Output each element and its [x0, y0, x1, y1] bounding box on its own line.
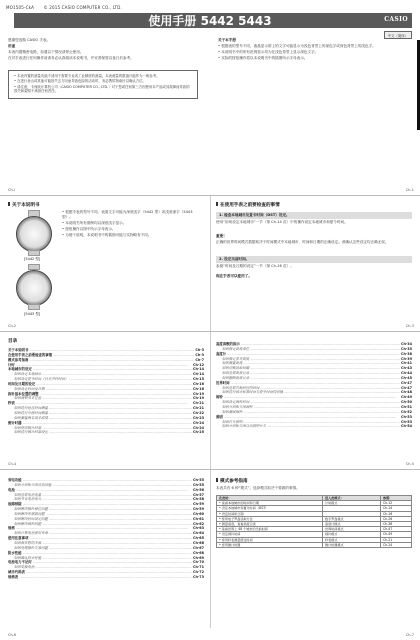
toc-entry-label: 防水性能	[8, 550, 22, 555]
warning-line: • 在进行登山或其他可能因失去方向而导致危险的活动时，务必携带指南针以确认方位。	[14, 79, 146, 84]
toc-entry-page: Ch-63	[192, 526, 204, 531]
table-cell: Ch-21	[381, 537, 412, 542]
step-1-bar: 1. 检查本地城市及夏令时间（DST）设定。	[216, 212, 412, 219]
column-divider	[210, 332, 211, 469]
toc-entry-label: 世界时间	[216, 380, 230, 385]
table-cell: 计时模式	[323, 501, 381, 506]
table-cell: 高度计模式	[323, 522, 381, 527]
about-heading: 关于本手册	[218, 38, 236, 42]
column-header: 进入此模式：	[323, 496, 381, 501]
about-line: • 本说明书中的所有范例显示均为在浅色背景上显示深色文字。	[218, 50, 319, 54]
toc-entry-label: 本地城市的设定	[8, 367, 32, 372]
toc-entry-page: Ch-65	[192, 536, 204, 541]
toc-entry-label: 照明	[216, 414, 223, 419]
toc-entry-label: 如何进行经过时间测量	[14, 406, 48, 411]
toc-entry-label: 如何开启和关闭闹铃	[222, 404, 253, 409]
toc-entry-page: Ch-53	[400, 419, 412, 424]
toc-entry-label: 如何测量两名选手成绩	[14, 415, 48, 420]
toc-entry-page: Ch-3	[195, 348, 204, 352]
toc-entry-label: 如何处理指针失准问题	[14, 545, 48, 550]
toc-entry-label: 如何解决指针移位问题	[14, 507, 48, 512]
toc-entry-page: Ch-71	[192, 565, 204, 570]
toc-leader-dots	[19, 575, 192, 580]
toc-entry-label: 如何切换读取间隔	[222, 366, 250, 371]
toc-entry-page: Ch-24	[192, 420, 204, 425]
table-cell: 世界时间模式	[323, 527, 381, 532]
toc-entry-page: Ch-43	[400, 366, 412, 371]
toc-entry[interactable]	[8, 430, 204, 435]
warning-box	[8, 70, 198, 99]
table-cell: Ch-12	[381, 501, 412, 506]
page-number-left: Ch-2	[8, 324, 17, 328]
watch-caption: [5442 型]	[24, 257, 41, 261]
page-number-left: Ch-4	[8, 462, 17, 466]
table-cell: Ch-38	[381, 522, 412, 527]
table-cell: 数字罗盘模式	[323, 516, 381, 521]
manual-title: 使用手册 5442 5443	[148, 14, 272, 28]
toc-entry-label: 如何更换电池	[14, 565, 35, 570]
toc-entry-label: 如何进行城市标准时间与夏令时间的切换	[222, 390, 284, 395]
page-number-left: Ch-6	[8, 633, 17, 637]
important-text: 正确的世界时间模式数据取决于时间模式中本地城市、时间和日期的正确设定。请确认这些设定均正确无误。	[216, 240, 389, 244]
toc-entry-label: 如何保养您的手表	[14, 540, 42, 545]
toc-list-left	[8, 348, 204, 435]
page-number-right: Ch-5	[405, 462, 414, 466]
section-title-checks: 在使用手表之前要检查的事情	[216, 202, 280, 208]
toc-entry-page: Ch-54	[400, 424, 412, 429]
toc-entry-page: Ch-68	[192, 550, 204, 555]
toc-entry-label: 故障排除	[8, 502, 22, 507]
page-number-right: Ch-7	[405, 633, 414, 637]
usage-heading: 用途	[8, 44, 16, 48]
toc-entry-page: Ch-16	[192, 381, 204, 386]
warning-line: • 本表内置的测量功能不适用于需要专业或工业精度的测量。本表测量的数值只能作为一般参考。	[14, 74, 160, 78]
toc-entry-page: Ch-70	[192, 560, 204, 565]
toc-entry-label: 如何开启和关闭自动照明开关	[222, 424, 267, 429]
toc-entry-page: Ch-50	[400, 400, 412, 405]
model-code: MO1505-CkA	[6, 5, 35, 10]
table-cell: Ch-14	[381, 506, 412, 511]
toc-entry-page: Ch-35	[400, 346, 412, 351]
table-cell: • 设定时间和日期	[217, 511, 323, 516]
manual-page-modes	[0, 470, 420, 640]
table-cell: • 查看本地城市的时间和日期	[217, 501, 323, 506]
toc-entry-label: 如何测量高度	[222, 361, 243, 366]
intro-text: 感谢您选购 CASIO 手表。	[8, 38, 51, 42]
table-cell: Ch-24	[381, 542, 412, 547]
toc-entry-page: Ch-19	[192, 396, 204, 401]
column-header: 在此时：	[217, 496, 323, 501]
toc-entry-label: 如何进行倒计时器设定	[14, 430, 48, 435]
toc-entry-page: Ch-59	[192, 502, 204, 507]
toc-entry-label: 如何解决时间设定问题	[14, 516, 48, 521]
table-cell: Ch-49	[381, 532, 412, 537]
casio-logo: CASIO	[384, 16, 408, 23]
toc-entry-label: 模式参考指南	[8, 357, 29, 362]
language-badge: 中文（简体）	[384, 31, 412, 39]
toc-entry-label: 如何解决传感器问题	[14, 511, 45, 516]
warning-line: • 请注意，卡西欧计算机公司（CASIO COMPUTER CO., LTD.）对于您或任何第三方因使用本产品或其故障而导致的损失和索赔不承担任何责任。	[14, 84, 190, 94]
table-cell: • 查看世界上 48 个城市的当前时间	[217, 527, 323, 532]
about-block	[218, 38, 408, 62]
toc-entry-label: 规格表	[8, 574, 19, 579]
toc-entry-page: Ch-41	[400, 361, 412, 366]
toc-entry-page: Ch-51	[400, 404, 412, 409]
toc-entry-page: Ch-16	[192, 386, 204, 391]
column-header: 参照：	[381, 496, 412, 501]
section-title-about: 关于本说明书	[8, 202, 40, 208]
toc-entry-label: 如何查看高度记录	[222, 371, 250, 376]
toc-heading: 目录	[8, 339, 18, 344]
table-cell: • 设定本地城市和夏令时间（DST）	[217, 506, 323, 511]
manual-page-about	[0, 196, 420, 332]
about-manual-line: • 按钮操作以图中所示字母表示。	[62, 227, 116, 231]
about-manual-text	[62, 210, 202, 239]
table-cell: 秒表模式	[323, 537, 381, 542]
toc-entry-page: Ch-21	[192, 406, 204, 411]
about-manual-line: • 为便于说明，本说明书中的插图可能与实物略有不同。	[62, 233, 152, 237]
about-line: • 根据表的型号不同，液晶显示屏上的文字可能显示为浅色背景上的深色字或深色背景上的浅色字。	[218, 44, 376, 48]
toc-entry-label: 如何设定本地城市	[14, 372, 42, 377]
toc-entry-label: 如何指定高度单位	[222, 346, 250, 351]
toc-entry-page: Ch-61	[192, 516, 204, 521]
toc-entry-page: Ch-23	[192, 415, 204, 420]
toc-entry-page: Ch-25	[192, 430, 204, 435]
table-cell: • 测量高度，查看高度记录	[217, 522, 323, 527]
toc-entry-label: 如何解决闹铃问题	[14, 521, 42, 526]
page-number-left: Ch-i	[8, 188, 15, 192]
toc-entry-page: Ch-38	[400, 351, 412, 356]
section-title-mode-guide: 模式参考指南	[216, 478, 248, 484]
toc-entry-page: Ch-59	[192, 507, 204, 512]
manual-page-cover	[0, 0, 420, 196]
toc-entry-label: 电池电力不足时	[8, 560, 32, 565]
usage-line: 本表内置精密电路，如遇以下情况请停止使用。	[8, 50, 84, 54]
about-manual-line: • 本说明书所有图例均以深底浅字显示。	[62, 221, 127, 225]
toc-entry-label: 省电功能	[8, 478, 22, 482]
toc-entry-page: Ch-21	[192, 401, 204, 406]
watch-strap	[28, 250, 40, 256]
toc-entry-page: Ch-14	[192, 372, 204, 377]
table-cell: • 使用秒表测量经过时间	[217, 537, 323, 542]
toc-entry[interactable]	[8, 575, 204, 580]
column-divider	[210, 196, 211, 331]
toc-entry-page: Ch-72	[192, 570, 204, 575]
toc-entry-page: Ch-66	[192, 540, 204, 545]
table-cell: • 使用倒计时器	[217, 542, 323, 547]
table-cell: Ch-26	[381, 516, 412, 521]
toc-entry-label: 如何打开照明	[222, 419, 243, 424]
toc-entry-page: Ch-3	[195, 352, 204, 357]
mode-reference-table	[216, 495, 412, 548]
about-manual-line: • 根据手表的型号不同，表面文字可能为深底浅字（5442 型）或浅底深字（5443 型）。	[62, 210, 193, 219]
toc-entry-label: 使用注意事项	[8, 536, 29, 541]
toc-entry-label: 如何使用倒计时器	[14, 425, 42, 430]
toc-entry-label: 如何设定闹铃时间	[222, 400, 250, 405]
column-divider	[210, 470, 211, 628]
toc-entry-label: 如何查看电池电量	[14, 492, 42, 497]
toc-entry-label: 如何指定参考高度	[222, 356, 250, 361]
toc-entry-page: Ch-14	[192, 367, 204, 372]
toc-entry-page: Ch-47	[400, 385, 412, 390]
table-cell: • 设定闹铃时间	[217, 532, 323, 537]
table-cell: Ch-47	[381, 527, 412, 532]
ready-text: 现在手表可以使用了。	[216, 274, 252, 278]
toc-entry-page: Ch-19	[192, 391, 204, 396]
page-number-right: Ch-3	[405, 324, 414, 328]
toc-list-continued	[8, 478, 204, 580]
header-meta	[6, 5, 130, 10]
toc-entry-label: 计时	[8, 362, 15, 367]
toc-entry-label: 高度计	[216, 351, 227, 356]
step-2-text: 参阅“时间及日期的设定”一节（第 Ch-16 页）。	[216, 264, 294, 268]
toc-entry-label: 城市代码表	[8, 570, 25, 575]
toc-entry-page: Ch-24	[192, 425, 204, 430]
toc-entry[interactable]	[216, 424, 412, 429]
toc-entry-label: 规格	[8, 526, 15, 531]
toc-entry-page: Ch-57	[192, 492, 204, 497]
page-number-right: Ch-1	[405, 188, 414, 192]
toc-entry-label: 秒表	[8, 401, 15, 406]
watch-illustration-5442	[16, 216, 52, 252]
toc-entry-label: 关于本说明书	[8, 348, 29, 352]
important-heading: 重要！	[216, 234, 227, 238]
manual-page-toc	[0, 332, 420, 470]
toc-entry-label: 闹铃	[216, 395, 223, 400]
toc-entry-page: Ch-62	[192, 521, 204, 526]
toc-list-right	[216, 342, 412, 429]
toc-entry-label: 如何设定时间及日期	[14, 386, 45, 391]
toc-entry-label: 如何测试闹铃	[222, 409, 243, 414]
toc-entry-page: Ch-60	[192, 511, 204, 516]
table-cell: 倒计时器模式	[323, 542, 381, 547]
toc-entry-page: Ch-52	[400, 409, 412, 414]
toc-entry-label: 如何开启和关闭省电功能	[14, 482, 52, 487]
toc-entry-page: Ch-12	[192, 362, 204, 367]
step-2-bar: 2. 设定当前时间。	[216, 256, 412, 263]
toc-entry-label: 如何查看其他时区的时间	[222, 385, 260, 390]
toc-entry-label: 时间及日期的设定	[8, 381, 36, 386]
mode-guide-intro: 本表共有 6 种“模式”。选择模式取决于要做的事情。	[216, 486, 300, 490]
toc-entry-label: 如何确认防水性能	[14, 555, 42, 560]
usage-line: 在对手表进行任何操作前请务必认真阅读本说明书，并妥善保管以备日后参考。	[8, 56, 134, 60]
toc-entry-page: Ch-73	[192, 574, 204, 579]
toc-entry-page: Ch-67	[192, 545, 204, 550]
toc-entry-page: Ch-34	[400, 342, 412, 346]
watch-strap	[28, 304, 40, 310]
toc-entry-label: 如何删除高度记录	[222, 375, 250, 380]
toc-entry-label: 如何节省电池电力	[14, 497, 42, 502]
toc-entry-page: Ch-44	[400, 371, 412, 376]
table-cell: • 使用电子罗盘读取方位	[217, 516, 323, 521]
toc-entry-page: Ch-47	[400, 380, 412, 385]
copyright-text: © 2015 CASIO COMPUTER CO., LTD.	[43, 5, 122, 10]
table-cell: Ch-16	[381, 511, 412, 516]
toc-entry-page: Ch-55	[192, 478, 204, 482]
toc-entry-label: 如何设定夏令时间（日光节约时间）	[14, 377, 69, 382]
toc-entry-page: Ch-15	[192, 377, 204, 382]
toc-entry-page: Ch-64	[192, 531, 204, 536]
watch-illustration-5443	[16, 270, 52, 306]
toc-entry-label: 电池	[8, 487, 15, 492]
step-1-text: 使用“如何设定本地城市”一节（第 Ch-14 页）中的操作设定本地城市和夏令时间。	[216, 220, 348, 224]
toc-leader-dots	[267, 424, 400, 429]
toc-entry-label: 倒计时器	[8, 420, 22, 425]
toc-entry-label: 如何计算电池使用寿命	[14, 531, 48, 536]
toc-entry-page: Ch-49	[400, 395, 412, 400]
toc-entry-page: Ch-7	[195, 357, 204, 362]
about-line: • 实际的按钮操作将以本说明书中的插图所示字母表示。	[218, 56, 308, 60]
watch-caption: [5443 型]	[24, 312, 41, 316]
toc-entry-label: 如何进行分段时间测量	[14, 410, 48, 415]
toc-entry-label: 如何调整基本位置	[14, 396, 42, 401]
table-row	[217, 542, 412, 547]
toc-entry-label: 在使用手表之前要检查的事情	[8, 352, 53, 357]
toc-entry-page: Ch-55	[192, 482, 204, 487]
toc-entry-label: 高度读数的指示	[216, 342, 240, 346]
toc-entry-page: Ch-22	[192, 410, 204, 415]
toc-entry-page: Ch-56	[192, 487, 204, 492]
toc-entry-label: 指针基本位置的调整	[8, 391, 39, 396]
toc-entry-page: Ch-58	[192, 497, 204, 502]
table-cell: 闹铃模式	[323, 532, 381, 537]
intro-block	[8, 38, 198, 62]
toc-entry-page: Ch-53	[400, 414, 412, 419]
toc-leader-dots	[49, 430, 192, 435]
toc-entry-page: Ch-39	[400, 356, 412, 361]
toc-entry-page: Ch-48	[400, 390, 412, 395]
toc-entry-page: Ch-69	[192, 555, 204, 560]
toc-entry-page: Ch-45	[400, 375, 412, 380]
